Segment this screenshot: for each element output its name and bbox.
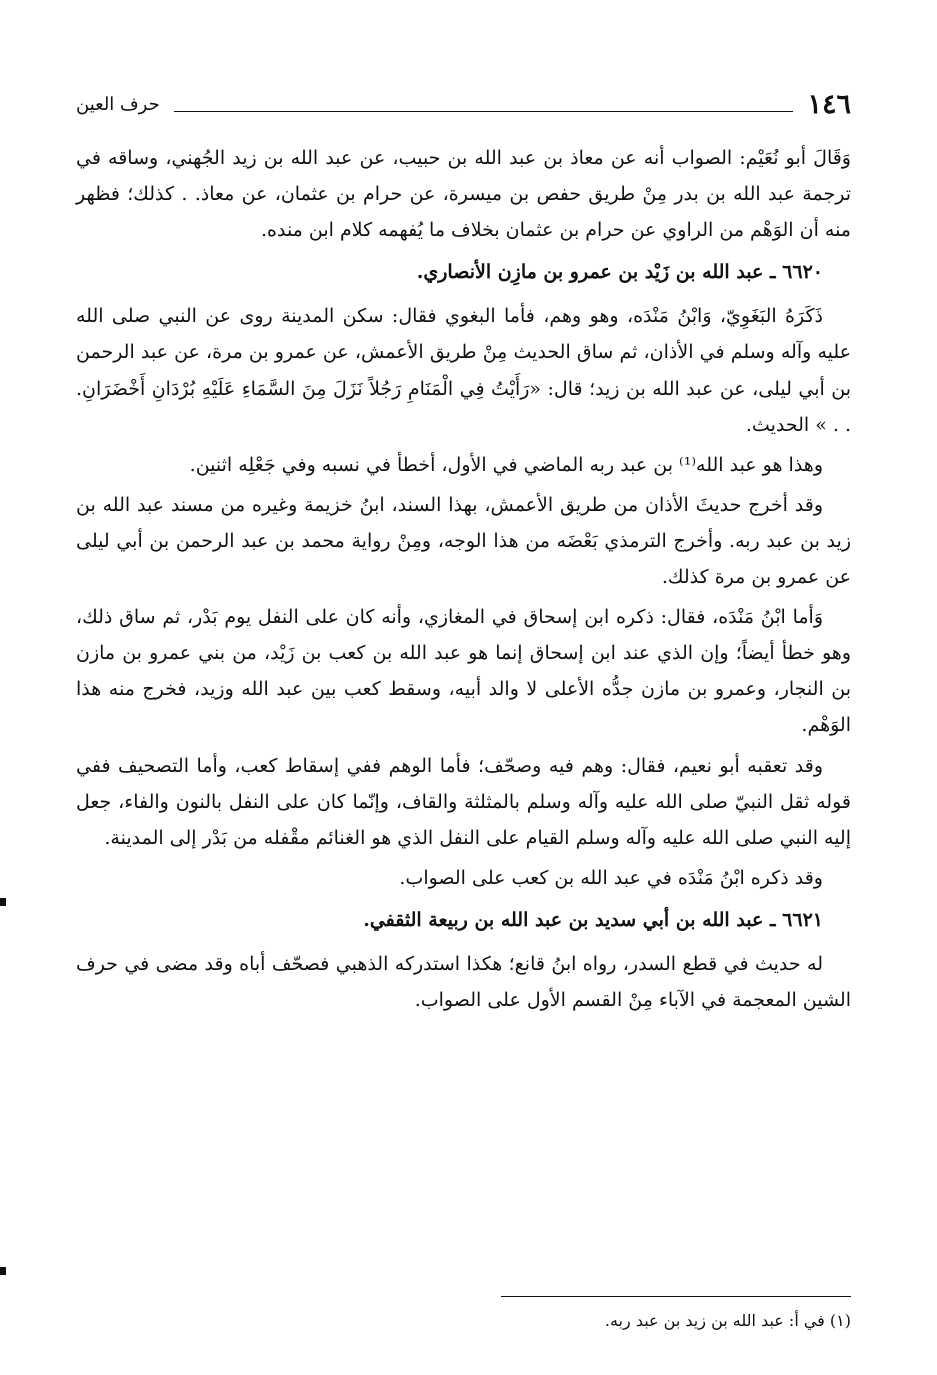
running-header xyxy=(76,86,851,122)
paragraph: ذَكَرَهُ البَغَوِيّ، وَابْنُ مَنْدَه، وهو وهم، فأما البغوي فقال: سكن المدينة روى عن النبي صلى الله عليه وآله وسلم في الأذان، ثم ساق الحديث مِنْ طريق الأعمش، عن عمرو بن مرة، عن عبد الرحمن بن أبي ليلى، عن عبد الله بن زيد؛ قال: «رَأَيْتُ فِي الْمَنَامِ رَجُلاً نَزَلَ مِنَ السَّمَاءِ عَلَيْهِ بُرْدَانِ أَخْضَرَانِ. . . » الحديث. xyxy=(76,305,851,436)
paragraph: وَأما ابْنُ مَنْدَه، فقال: ذكره ابن إسحاق في المغازي، وأنه كان على النفل يوم بَدْر، ثم ساق ذلك، وهو خطأ أيضاً؛ وإن الذي عند ابن إسحاق إنما هو عبد الله بن كعب بن زَيْد، من بني عمرو بن مازن بن النجار، وعمرو بن مازن جدُّه الأعلى لا والد أبيه، وسقط كعب بين عبد الله وزيد، فخرج منه هذا الوَهْم. xyxy=(76,606,851,737)
footnote: (١) في أ: عبد الله بن زيد بن عبد ربه. xyxy=(604,1311,851,1330)
entry-heading-6621: ٦٦٢١ ـ عبد الله بن أبي سديد بن عبد الله بن ربيعة الثقفي. xyxy=(363,908,823,931)
scan-edge-mark xyxy=(0,1267,6,1275)
paragraph: وقد أخرج حديثَ الأذان من طريق الأعمش، بهذا السند، ابنُ خزيمة وغيره من مسند عبد الله بن زيد بن عبد ربه. وأخرج الترمذي بَعْضَه من هذا الوجه، ومِنْ رواية محمد بن عبد الرحمن بن أبي ليلى عن عمرو بن مرة كذلك. xyxy=(76,493,851,589)
body-text xyxy=(76,140,851,1022)
header-rule xyxy=(174,111,794,112)
page-number: ١٤٦ xyxy=(807,88,851,120)
scan-edge-mark xyxy=(0,898,6,906)
paragraph: له حديث في قطع السدر، رواه ابنُ قانع؛ هكذا استدركه الذهبي فصحّف أباه وقد مضى في حرف الشين المعجمة في الآباء مِنْ القسم الأول على الصواب. xyxy=(76,952,851,1012)
paragraph: وقد تعقبه أبو نعيم، فقال: وهم فيه وصحّف؛ فأما الوهم ففي إسقاط كعب، وأما التصحيف ففي قوله ثقل النبيّ صلى الله عليه وآله وسلم بالمثلثة والقاف، وإنّما كان على النفل بالنون والفاء، جعل إليه النبي صلى الله عليه وآله وسلم القيام على النفل الذي هو الغنائم مقْفله من بَدْر إلى المدينة. xyxy=(76,754,851,849)
paragraph-continuation: وَقَالَ أبو نُعَيْم: الصواب أنه عن معاذ بن عبد الله بن حبيب، عن عبد الله بن زيد الجُهني، وساقه في ترجمة عبد الله بن بدر مِنْ طريق حفص بن ميسرة، عن حرام بن عثمان، عن معاذ. . كذلك؛ فظهر منه أن الوَهْم من الراوي عن حرام بن عثمان بخلاف ما يُفهمه كلام ابن منده. xyxy=(76,147,851,242)
paragraph: وقد ذكره ابْنُ مَنْدَه في عبد الله بن كعب على الصواب. xyxy=(399,866,823,889)
entry-heading-6620: ٦٦٢٠ ـ عبد الله بن زَيْد بن عمرو بن مازِن الأنصاري. xyxy=(416,261,823,284)
footnote-rule xyxy=(501,1296,851,1297)
paragraph: وهذا هو عبد الله⁽¹⁾ بن عبد ربه الماضي في الأول، أخطأ في نسبه وفي جَعْلِه اثنين. xyxy=(189,453,823,476)
section-title: حرف العين xyxy=(76,93,160,115)
